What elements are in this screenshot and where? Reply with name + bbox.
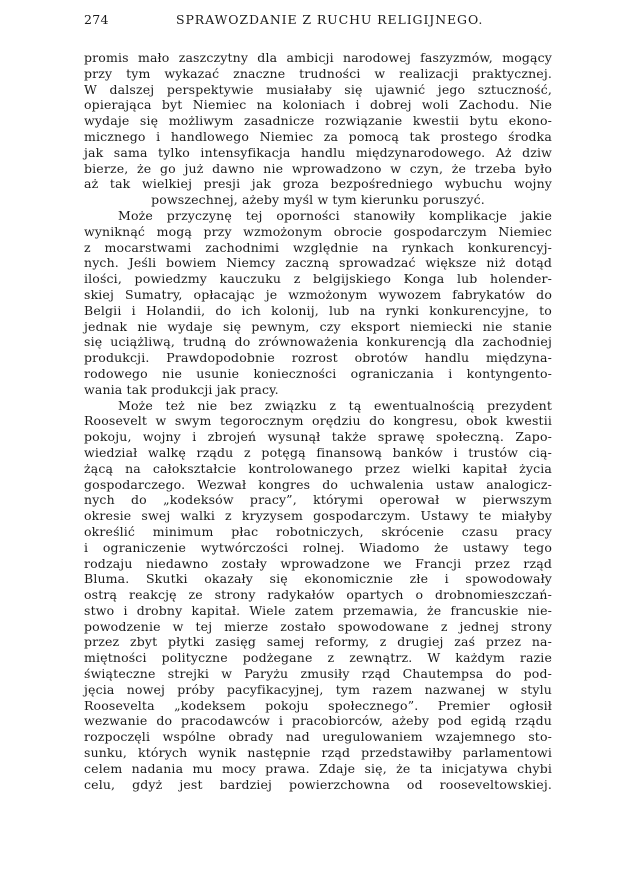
text-line: nych do „kodeksów pracy”, którymi operował w pierwszym — [84, 492, 552, 508]
text-line: świąteczne strejki w Paryżu zmusiły rząd Chautempsa do pod- — [84, 666, 552, 682]
text-line: rodzaju niedawno zostały wprowadzone we Francji przez rząd — [84, 555, 552, 571]
text-line: jak sama tylko intensyfikacja handlu międzynarodowego. Aż dziw — [84, 144, 552, 160]
text-line: okresie swej walki z kryzysem gospodarczym. Ustawy te miałyby — [84, 508, 552, 524]
text-line: z mocarstwami zachodnimi względnie na rynkach konkurencyj- — [84, 239, 552, 255]
text-line: żącą na całokształcie kontrolowanego przez wielki kapitał życia — [84, 460, 552, 476]
text-line: rodowego nie usunie konieczności ograniczania i kontyngento- — [84, 365, 552, 381]
text-line: się uciążliwą, trudną do zrównoważenia konkurencją dla zachodniej — [84, 334, 552, 350]
text-line: gospodarczego. Wezwał kongres do uchwalenia ustaw analogicz- — [84, 476, 552, 492]
text-line: micznego i handlowego Niemiec za pomocą tak prostego środka — [84, 128, 552, 144]
text-line: wyniknąć mogą przy wzmożonym obrocie gospodarczym Niemiec — [84, 223, 552, 239]
text-line: przez zbyt płytki zasięg samej reformy, z drugiej zaś przez na- — [84, 634, 552, 650]
text-line: celem nadania mu mocy prawa. Zdaje się, że ta inicjatywa chybi — [84, 760, 552, 776]
text-line: Roosevelta „kodeksem pokoju społecznego”. Premier ogłosił — [84, 697, 552, 713]
text-line: Bluma. Skutki okazały się ekonomicznie złe i spowodowały — [84, 571, 552, 587]
text-line: przy tym wykazać znaczne trudności w realizacji praktycznej. — [84, 65, 552, 81]
text-line: Może też nie bez związku z tą ewentualnością prezydent — [118, 397, 552, 413]
text-line: produkcji. Prawdopodobnie rozrost obrotów handlu międzyna- — [84, 350, 552, 366]
book-page — [84, 12, 552, 792]
text-line: i ograniczenie wytwórczości rolnej. Wiadomo że ustawy tego — [84, 539, 552, 555]
text-line: pokoju, wojny i zbrojeń wysunął także sprawę społeczną. Zapo- — [84, 429, 552, 445]
text-line: określić minimum płac robotniczych, skrócenie czasu pracy — [84, 523, 552, 539]
text-line: stwo i drobny kapitał. Wiele zatem przemawia, że francuskie nie- — [84, 602, 552, 618]
text-line: wydaje się możliwym zasadnicze rozwiązanie kwestii bytu ekono- — [84, 113, 552, 129]
page-number: 274 — [84, 12, 109, 27]
text-line: jęcia nowej próby pacyfikacyjnej, tym razem nazwanej w stylu — [84, 681, 552, 697]
text-line: opierająca byt Niemiec na koloniach i dobrej woli Zachodu. Nie — [84, 97, 552, 113]
text-line: promis mało zaszczytny dla ambicji narodowej faszyzmów, mogący — [84, 50, 552, 65]
text-line: powodzenie w tej mierze zostało spowodowane z jednej strony — [84, 618, 552, 634]
text-line: miętności polityczne podżegane z zewnątrz. W każdym razie — [84, 650, 552, 666]
text-line: skiej Sumatry, opłacając je wzmożonym wywozem fabrykatów do — [84, 286, 552, 302]
text-line: jednak nie wydaje się pewnym, czy eksport niemiecki nie stanie — [84, 318, 552, 334]
running-head: SPRAWOZDANIE Z RUCHU RELIGIJNEGO. — [176, 12, 484, 27]
text-line: ilości, powiedzmy kauczuku z belgijskiego Konga lub holender- — [84, 271, 552, 287]
text-line: wezwanie do pracodawców i pracobiorców, ażeby pod egidą rządu — [84, 713, 552, 729]
text-line: wania tak produkcji jak pracy. — [84, 381, 279, 397]
text-line: Belgii i Holandii, do ich kolonij, lub na rynki konkurencyjne, to — [84, 302, 552, 318]
text-line: nych. Jeśli bowiem Niemcy zaczną sprowadzać większe niż dotąd — [84, 255, 552, 271]
text-line: aż tak wielkiej presji jak groza bezpośredniego wybuchu wojny — [84, 176, 552, 192]
body-text — [84, 50, 552, 792]
text-line: Może przyczynę tej oporności stanowiły komplikacje jakie — [118, 207, 552, 223]
text-line: Roosevelt w swym tegorocznym orędziu do kongresu, obok kwestii — [84, 413, 552, 429]
text-line: rozpoczęli wspólne obrady nad uregulowaniem wzajemnego sto- — [84, 729, 552, 745]
text-line: bierze, że go już dawno nie wprowadzono w czyn, że trzeba było — [84, 160, 552, 176]
page-header — [84, 12, 552, 36]
text-line: wiedział walkę rządu z potęgą finansową banków i trustów cią- — [84, 444, 552, 460]
text-line: W dalszej perspektywie musiałaby się ujawnić jego sztuczność, — [84, 81, 552, 97]
text-line: sunku, których wynik następnie rząd przedstawiłby parlamentowi — [84, 745, 552, 761]
text-line: ostrą reakcję ze strony radykałów opartych o drobnomieszczań- — [84, 587, 552, 603]
text-line: powszechnej, ażeby myśl w tym kierunku poruszyć. — [151, 192, 485, 208]
text-line: celu, gdyż jest bardziej powierzchowna od rooseveltowskiej. — [84, 776, 552, 792]
